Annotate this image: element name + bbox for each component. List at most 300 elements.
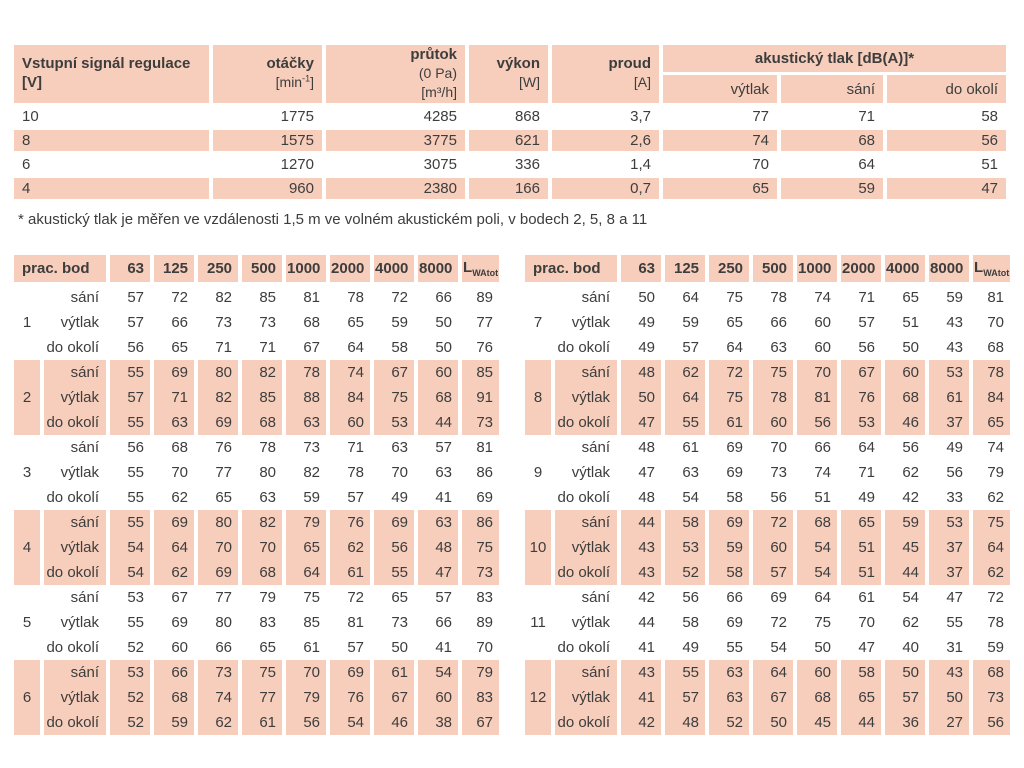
- band-value-cell: 80: [198, 610, 242, 635]
- band-value-cell: 48: [665, 710, 709, 735]
- band-value-cell: 67: [753, 685, 797, 710]
- band-row: [525, 360, 1014, 385]
- band-value-cell: 75: [374, 385, 418, 410]
- band-value-cell: 60: [154, 635, 198, 660]
- band-value-cell: 44: [841, 710, 885, 735]
- working-point-number-cell: 2: [14, 360, 44, 435]
- lwa-total-cell: 72: [973, 585, 1014, 610]
- lwa-total-cell: 84: [973, 385, 1014, 410]
- band-value-cell: 75: [709, 385, 753, 410]
- band-value-cell: 73: [198, 310, 242, 335]
- band-value-cell: 74: [797, 460, 841, 485]
- band-header-500hz: 500: [242, 255, 286, 285]
- band-value-cell: 53: [110, 660, 154, 685]
- band-value-cell: 67: [841, 360, 885, 385]
- band-value-cell: 64: [665, 285, 709, 310]
- band-value-cell: 61: [841, 585, 885, 610]
- band-value-cell: 67: [154, 585, 198, 610]
- band-value-cell: 69: [198, 410, 242, 435]
- working-point-number-cell: 8: [525, 360, 555, 435]
- lwa-total-cell: 69: [462, 485, 503, 510]
- band-value-cell: 72: [753, 510, 797, 535]
- measurement-location-label: do okolí: [555, 710, 621, 735]
- lwa-total-cell: 68: [973, 660, 1014, 685]
- band-value-cell: 54: [797, 560, 841, 585]
- band-value-cell: 54: [665, 485, 709, 510]
- band-value-cell: 72: [154, 285, 198, 310]
- working-point-number-cell: 6: [14, 660, 44, 735]
- spec-value-cell: 64: [781, 154, 887, 178]
- measurement-location-label: výtlak: [44, 535, 110, 560]
- band-value-cell: 57: [418, 435, 462, 460]
- band-value-cell: 62: [885, 610, 929, 635]
- band-value-cell: 60: [797, 310, 841, 335]
- working-point-number-cell: 5: [14, 585, 44, 660]
- band-value-cell: 82: [242, 360, 286, 385]
- measurement-location-label: sání: [44, 585, 110, 610]
- band-row: [14, 335, 503, 360]
- band-value-cell: 66: [154, 310, 198, 335]
- band-value-cell: 48: [621, 485, 665, 510]
- band-value-cell: 62: [330, 535, 374, 560]
- lwa-total-cell: 56: [973, 710, 1014, 735]
- band-value-cell: 50: [621, 385, 665, 410]
- band-value-cell: 43: [621, 560, 665, 585]
- band-value-cell: 55: [374, 560, 418, 585]
- band-value-cell: 56: [885, 435, 929, 460]
- lwa-total-cell: 91: [462, 385, 503, 410]
- band-value-cell: 69: [154, 610, 198, 635]
- band-row: [14, 510, 503, 535]
- band-value-cell: 59: [885, 510, 929, 535]
- band-row: [14, 560, 503, 585]
- band-row: [14, 310, 503, 335]
- measurement-location-label: sání: [44, 660, 110, 685]
- working-point-number-cell: 3: [14, 435, 44, 510]
- measurement-location-label: výtlak: [555, 385, 621, 410]
- measurement-location-label: výtlak: [555, 685, 621, 710]
- band-value-cell: 65: [154, 335, 198, 360]
- band-value-cell: 72: [330, 585, 374, 610]
- band-value-cell: 53: [929, 510, 973, 535]
- band-value-cell: 57: [330, 485, 374, 510]
- band-value-cell: 68: [797, 510, 841, 535]
- band-value-cell: 68: [154, 435, 198, 460]
- col-header-power: výkon [W]: [469, 45, 552, 106]
- spec-value-cell: 3075: [326, 154, 469, 178]
- col-header-speed: otáčky $[\min^{-1}]$: [213, 45, 326, 106]
- band-value-cell: 78: [753, 385, 797, 410]
- band-value-cell: 62: [154, 560, 198, 585]
- measurement-location-label: sání: [44, 510, 110, 535]
- subcol-header-surroundings: do okolí: [887, 75, 1010, 106]
- lwa-total-cell: 65: [973, 410, 1014, 435]
- measurement-location-label: sání: [555, 360, 621, 385]
- band-value-cell: 56: [665, 585, 709, 610]
- spec-value-cell: 2,6: [552, 130, 663, 154]
- band-value-cell: 82: [242, 510, 286, 535]
- band-value-cell: 54: [110, 535, 154, 560]
- spec-row: [14, 130, 1010, 154]
- measurement-location-label: do okolí: [44, 485, 110, 510]
- band-value-cell: 70: [374, 460, 418, 485]
- lwa-total-cell: 70: [462, 635, 503, 660]
- band-header-4000hz: 4000: [374, 255, 418, 285]
- band-row: [14, 460, 503, 485]
- band-value-cell: 57: [665, 335, 709, 360]
- band-value-cell: 50: [621, 285, 665, 310]
- measurement-location-label: sání: [555, 660, 621, 685]
- band-value-cell: 65: [330, 310, 374, 335]
- band-value-cell: 37: [929, 560, 973, 585]
- band-value-cell: 78: [286, 360, 330, 385]
- band-value-cell: 68: [242, 410, 286, 435]
- band-value-cell: 58: [665, 610, 709, 635]
- band-row: [14, 535, 503, 560]
- band-value-cell: 45: [885, 535, 929, 560]
- band-value-cell: 74: [797, 285, 841, 310]
- col-header-flow: průtok (0 Pa) [m³/h]: [326, 45, 469, 106]
- band-value-cell: 66: [418, 285, 462, 310]
- measurement-location-label: do okolí: [555, 635, 621, 660]
- band-row: [525, 585, 1014, 610]
- band-value-cell: 73: [198, 660, 242, 685]
- band-value-cell: 58: [665, 510, 709, 535]
- band-value-cell: 63: [418, 460, 462, 485]
- band-row: [525, 335, 1014, 360]
- band-value-cell: 51: [885, 310, 929, 335]
- band-value-cell: 40: [885, 635, 929, 660]
- band-row: [525, 710, 1014, 735]
- band-header-8000hz: 8000: [418, 255, 462, 285]
- band-value-cell: 70: [198, 535, 242, 560]
- spec-value-cell: 1,4: [552, 154, 663, 178]
- spec-value-cell: 59: [781, 178, 887, 202]
- band-row: [14, 585, 503, 610]
- band-value-cell: 56: [110, 335, 154, 360]
- working-point-number-cell: 12: [525, 660, 555, 735]
- band-value-cell: 52: [110, 685, 154, 710]
- spec-value-cell: 51: [887, 154, 1010, 178]
- spec-row: [14, 178, 1010, 202]
- band-value-cell: 65: [885, 285, 929, 310]
- band-header-63hz: 63: [621, 255, 665, 285]
- spec-value-cell: 1575: [213, 130, 326, 154]
- working-point-number-cell: 10: [525, 510, 555, 585]
- band-value-cell: 58: [709, 485, 753, 510]
- signal-voltage-cell: 4: [14, 178, 213, 202]
- band-header-lwa-total: $L_{WAtot}$: [462, 255, 503, 285]
- band-value-cell: 69: [154, 510, 198, 535]
- band-value-cell: 69: [198, 560, 242, 585]
- band-value-cell: 78: [753, 285, 797, 310]
- band-value-cell: 68: [154, 685, 198, 710]
- band-value-cell: 47: [418, 560, 462, 585]
- measurement-location-label: do okolí: [44, 410, 110, 435]
- spec-value-cell: 47: [887, 178, 1010, 202]
- band-value-cell: 54: [418, 660, 462, 685]
- band-row: [525, 435, 1014, 460]
- lwa-total-cell: 86: [462, 510, 503, 535]
- band-value-cell: 47: [621, 410, 665, 435]
- band-value-cell: 76: [198, 435, 242, 460]
- band-value-cell: 64: [753, 660, 797, 685]
- band-value-cell: 41: [621, 685, 665, 710]
- band-value-cell: 60: [797, 660, 841, 685]
- band-value-cell: 61: [929, 385, 973, 410]
- lwa-total-cell: 89: [462, 610, 503, 635]
- lwa-total-cell: 67: [462, 710, 503, 735]
- spec-value-cell: 65: [663, 178, 781, 202]
- band-value-cell: 63: [286, 410, 330, 435]
- measurement-location-label: výtlak: [555, 610, 621, 635]
- spec-value-cell: 621: [469, 130, 552, 154]
- measurement-location-label: sání: [44, 285, 110, 310]
- band-value-cell: 71: [841, 285, 885, 310]
- band-value-cell: 41: [418, 635, 462, 660]
- band-value-cell: 44: [621, 610, 665, 635]
- band-value-cell: 50: [374, 635, 418, 660]
- subcol-header-outlet: výtlak: [663, 75, 781, 106]
- band-value-cell: 47: [621, 460, 665, 485]
- spec-value-cell: 336: [469, 154, 552, 178]
- band-header-2000hz: 2000: [841, 255, 885, 285]
- band-value-cell: 37: [929, 535, 973, 560]
- measurement-location-label: do okolí: [555, 485, 621, 510]
- lwa-total-cell: 74: [973, 435, 1014, 460]
- band-value-cell: 83: [242, 610, 286, 635]
- band-value-cell: 75: [286, 585, 330, 610]
- band-value-cell: 81: [286, 285, 330, 310]
- measurement-location-label: sání: [44, 360, 110, 385]
- band-value-cell: 73: [753, 460, 797, 485]
- band-value-cell: 70: [753, 435, 797, 460]
- band-value-cell: 54: [330, 710, 374, 735]
- band-value-cell: 80: [198, 510, 242, 535]
- band-value-cell: 66: [154, 660, 198, 685]
- band-value-cell: 52: [110, 635, 154, 660]
- band-value-cell: 76: [330, 510, 374, 535]
- band-value-cell: 53: [929, 360, 973, 385]
- spec-value-cell: 68: [781, 130, 887, 154]
- band-value-cell: 78: [330, 460, 374, 485]
- band-value-cell: 68: [242, 560, 286, 585]
- band-value-cell: 55: [665, 410, 709, 435]
- band-value-cell: 33: [929, 485, 973, 510]
- band-value-cell: 56: [929, 460, 973, 485]
- band-header-working-point: prac. bod: [14, 255, 110, 285]
- band-value-cell: 65: [198, 485, 242, 510]
- band-value-cell: 62: [665, 360, 709, 385]
- band-row: [14, 610, 503, 635]
- band-value-cell: 57: [330, 635, 374, 660]
- band-row: [525, 560, 1014, 585]
- band-value-cell: 63: [242, 485, 286, 510]
- band-value-cell: 57: [110, 385, 154, 410]
- lwa-total-cell: 62: [973, 560, 1014, 585]
- band-value-cell: 62: [885, 460, 929, 485]
- band-row: [14, 385, 503, 410]
- spec-value-cell: 960: [213, 178, 326, 202]
- band-value-cell: 65: [709, 310, 753, 335]
- band-row: [14, 435, 503, 460]
- band-row: [14, 660, 503, 685]
- band-header-4000hz: 4000: [885, 255, 929, 285]
- lwa-total-cell: 77: [462, 310, 503, 335]
- band-value-cell: 52: [110, 710, 154, 735]
- band-value-cell: 78: [242, 435, 286, 460]
- band-value-cell: 81: [797, 385, 841, 410]
- measurement-location-label: sání: [555, 285, 621, 310]
- lwa-total-cell: 68: [973, 335, 1014, 360]
- band-value-cell: 76: [841, 385, 885, 410]
- band-value-cell: 66: [198, 635, 242, 660]
- band-value-cell: 59: [286, 485, 330, 510]
- lwa-total-cell: 83: [462, 685, 503, 710]
- band-value-cell: 61: [242, 710, 286, 735]
- measurement-location-label: do okolí: [555, 560, 621, 585]
- band-row: [14, 410, 503, 435]
- measurement-location-label: do okolí: [44, 710, 110, 735]
- band-value-cell: 65: [374, 585, 418, 610]
- measurement-location-label: výtlak: [44, 610, 110, 635]
- band-value-cell: 54: [885, 585, 929, 610]
- spec-value-cell: 1270: [213, 154, 326, 178]
- band-value-cell: 71: [198, 335, 242, 360]
- band-row: [525, 685, 1014, 710]
- band-value-cell: 77: [198, 585, 242, 610]
- band-value-cell: 58: [374, 335, 418, 360]
- band-row: [14, 285, 503, 310]
- band-value-cell: 54: [110, 560, 154, 585]
- band-row: [14, 360, 503, 385]
- band-value-cell: 56: [374, 535, 418, 560]
- measurement-location-label: do okolí: [44, 335, 110, 360]
- measurement-location-label: do okolí: [44, 560, 110, 585]
- band-value-cell: 82: [198, 385, 242, 410]
- lwa-total-cell: 86: [462, 460, 503, 485]
- spec-row: [14, 154, 1010, 178]
- band-value-cell: 63: [753, 335, 797, 360]
- measurement-location-label: sání: [44, 435, 110, 460]
- band-value-cell: 44: [621, 510, 665, 535]
- band-row: [525, 610, 1014, 635]
- band-value-cell: 75: [797, 610, 841, 635]
- band-header-2000hz: 2000: [330, 255, 374, 285]
- band-value-cell: 70: [841, 610, 885, 635]
- band-value-cell: 60: [797, 335, 841, 360]
- band-value-cell: 70: [286, 660, 330, 685]
- band-value-cell: 57: [665, 685, 709, 710]
- band-row: [14, 485, 503, 510]
- band-header-125hz: 125: [665, 255, 709, 285]
- band-value-cell: 54: [753, 635, 797, 660]
- spec-value-cell: 3,7: [552, 106, 663, 130]
- spec-value-cell: 868: [469, 106, 552, 130]
- band-value-cell: 71: [330, 435, 374, 460]
- band-header-working-point: prac. bod: [525, 255, 621, 285]
- band-value-cell: 70: [797, 360, 841, 385]
- lwa-total-cell: 73: [462, 560, 503, 585]
- band-value-cell: 59: [929, 285, 973, 310]
- band-value-cell: 73: [286, 435, 330, 460]
- band-value-cell: 78: [330, 285, 374, 310]
- band-value-cell: 55: [110, 485, 154, 510]
- band-value-cell: 49: [665, 635, 709, 660]
- band-value-cell: 50: [418, 335, 462, 360]
- subcol-header-suction: sání: [781, 75, 887, 106]
- band-value-cell: 59: [374, 310, 418, 335]
- measurement-location-label: výtlak: [555, 535, 621, 560]
- band-value-cell: 61: [374, 660, 418, 685]
- band-value-cell: 61: [665, 435, 709, 460]
- band-value-cell: 43: [929, 660, 973, 685]
- col-header-current: proud [A]: [552, 45, 663, 106]
- lwa-total-cell: 62: [973, 485, 1014, 510]
- band-row: [14, 685, 503, 710]
- band-value-cell: 85: [242, 285, 286, 310]
- band-value-cell: 47: [841, 635, 885, 660]
- band-value-cell: 63: [709, 660, 753, 685]
- band-value-cell: 64: [841, 435, 885, 460]
- band-value-cell: 69: [709, 435, 753, 460]
- measurement-location-label: výtlak: [44, 310, 110, 335]
- band-value-cell: 56: [753, 485, 797, 510]
- band-value-cell: 55: [110, 510, 154, 535]
- regulation-spec-table: [14, 45, 1010, 202]
- working-point-number-cell: 1: [14, 285, 44, 360]
- spec-value-cell: 58: [887, 106, 1010, 130]
- band-value-cell: 57: [753, 560, 797, 585]
- measurement-location-label: do okolí: [555, 410, 621, 435]
- band-value-cell: 50: [797, 635, 841, 660]
- octave-band-tables: [14, 255, 1010, 735]
- band-value-cell: 50: [929, 685, 973, 710]
- band-header-500hz: 500: [753, 255, 797, 285]
- band-value-cell: 65: [841, 510, 885, 535]
- band-value-cell: 44: [418, 410, 462, 435]
- lwa-total-cell: 70: [973, 310, 1014, 335]
- band-value-cell: 63: [418, 510, 462, 535]
- spec-value-cell: 4285: [326, 106, 469, 130]
- band-value-cell: 68: [885, 385, 929, 410]
- band-row: [525, 660, 1014, 685]
- band-value-cell: 66: [709, 585, 753, 610]
- band-value-cell: 72: [709, 360, 753, 385]
- lwa-total-cell: 85: [462, 360, 503, 385]
- measurement-location-label: výtlak: [44, 460, 110, 485]
- measurement-location-label: do okolí: [555, 335, 621, 360]
- band-value-cell: 69: [374, 510, 418, 535]
- band-value-cell: 55: [110, 360, 154, 385]
- band-table-points-1-6: [14, 255, 503, 735]
- band-value-cell: 60: [753, 535, 797, 560]
- band-value-cell: 69: [709, 610, 753, 635]
- band-value-cell: 66: [797, 435, 841, 460]
- band-value-cell: 50: [885, 660, 929, 685]
- band-value-cell: 73: [242, 310, 286, 335]
- band-value-cell: 43: [929, 310, 973, 335]
- band-value-cell: 79: [286, 685, 330, 710]
- band-header-1000hz: 1000: [286, 255, 330, 285]
- band-row: [14, 635, 503, 660]
- working-point-number-cell: 7: [525, 285, 555, 360]
- band-value-cell: 73: [374, 610, 418, 635]
- band-value-cell: 63: [154, 410, 198, 435]
- spec-value-cell: 56: [887, 130, 1010, 154]
- band-row: [525, 535, 1014, 560]
- signal-voltage-cell: 8: [14, 130, 213, 154]
